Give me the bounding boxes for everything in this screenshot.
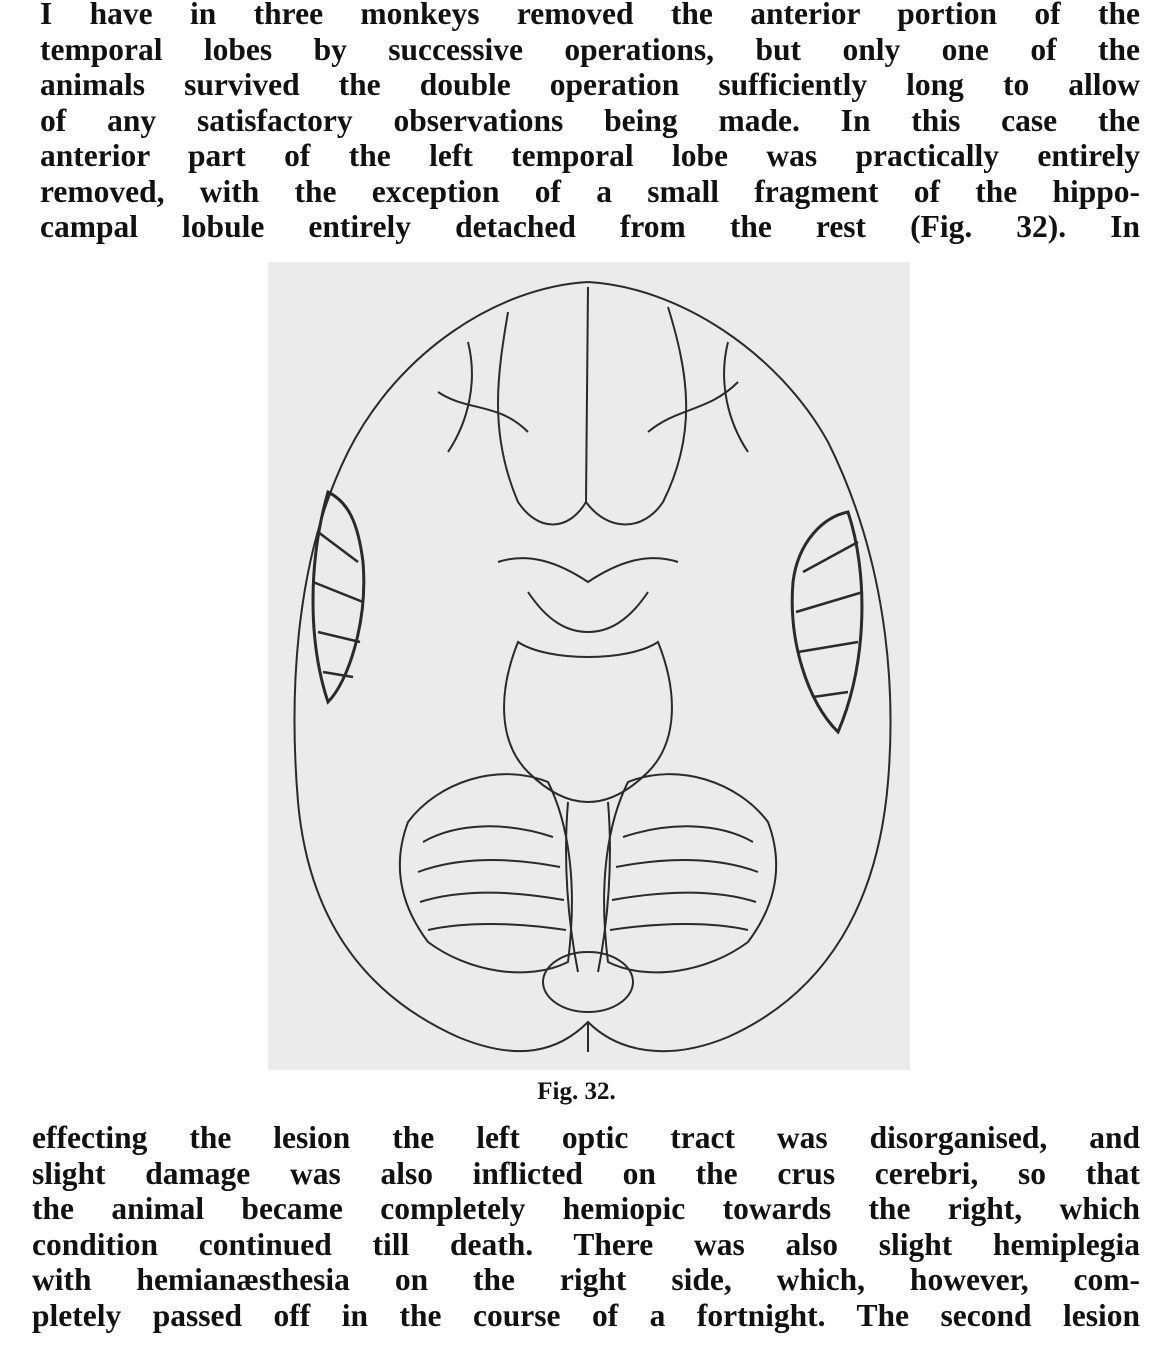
text-line: effecting the lesion the left optic tract was disorganised, and <box>32 1120 1140 1155</box>
brainstem <box>504 642 672 802</box>
cerebellum-left <box>400 774 572 972</box>
paragraph-top <box>40 0 1140 245</box>
longitudinal-fissure <box>586 287 588 502</box>
text-line: with hemianæsthesia on the right side, which, however, com- <box>32 1262 1140 1297</box>
text-line: I have in three monkeys removed the anterior portion of the <box>40 0 1140 31</box>
brain-illustration <box>268 262 910 1070</box>
text-line: pletely passed off in the course of a fortnight. The second lesion <box>32 1297 1140 1333</box>
figure-caption: Fig. 32. <box>537 1078 616 1105</box>
text-line: anterior part of the left temporal lobe was practically entirely <box>40 138 1140 173</box>
text-line: removed, with the exception of a small fragment of the hippo- <box>40 173 1140 209</box>
text-line: slight damage was also inflicted on the crus cerebri, so that <box>32 1155 1140 1191</box>
text-line: condition continued till death. There was also slight hemiplegia <box>32 1226 1140 1262</box>
paragraph-bottom <box>32 1120 1140 1333</box>
text-line: of any satisfactory observations being made. In this case the <box>40 102 1140 138</box>
text-line: animals survived the double operation sufficiently long to allow <box>40 67 1140 102</box>
text-line: temporal lobes by successive operations, but only one of the <box>40 31 1140 67</box>
cerebellum-right <box>604 774 776 972</box>
left-lesion <box>313 492 364 702</box>
brain-figure <box>268 262 910 1070</box>
text-line: the animal became completely hemiopic towards the right, which <box>32 1191 1140 1226</box>
text-line: campal lobule entirely detached from the rest (Fig. 32). In <box>40 209 1140 244</box>
